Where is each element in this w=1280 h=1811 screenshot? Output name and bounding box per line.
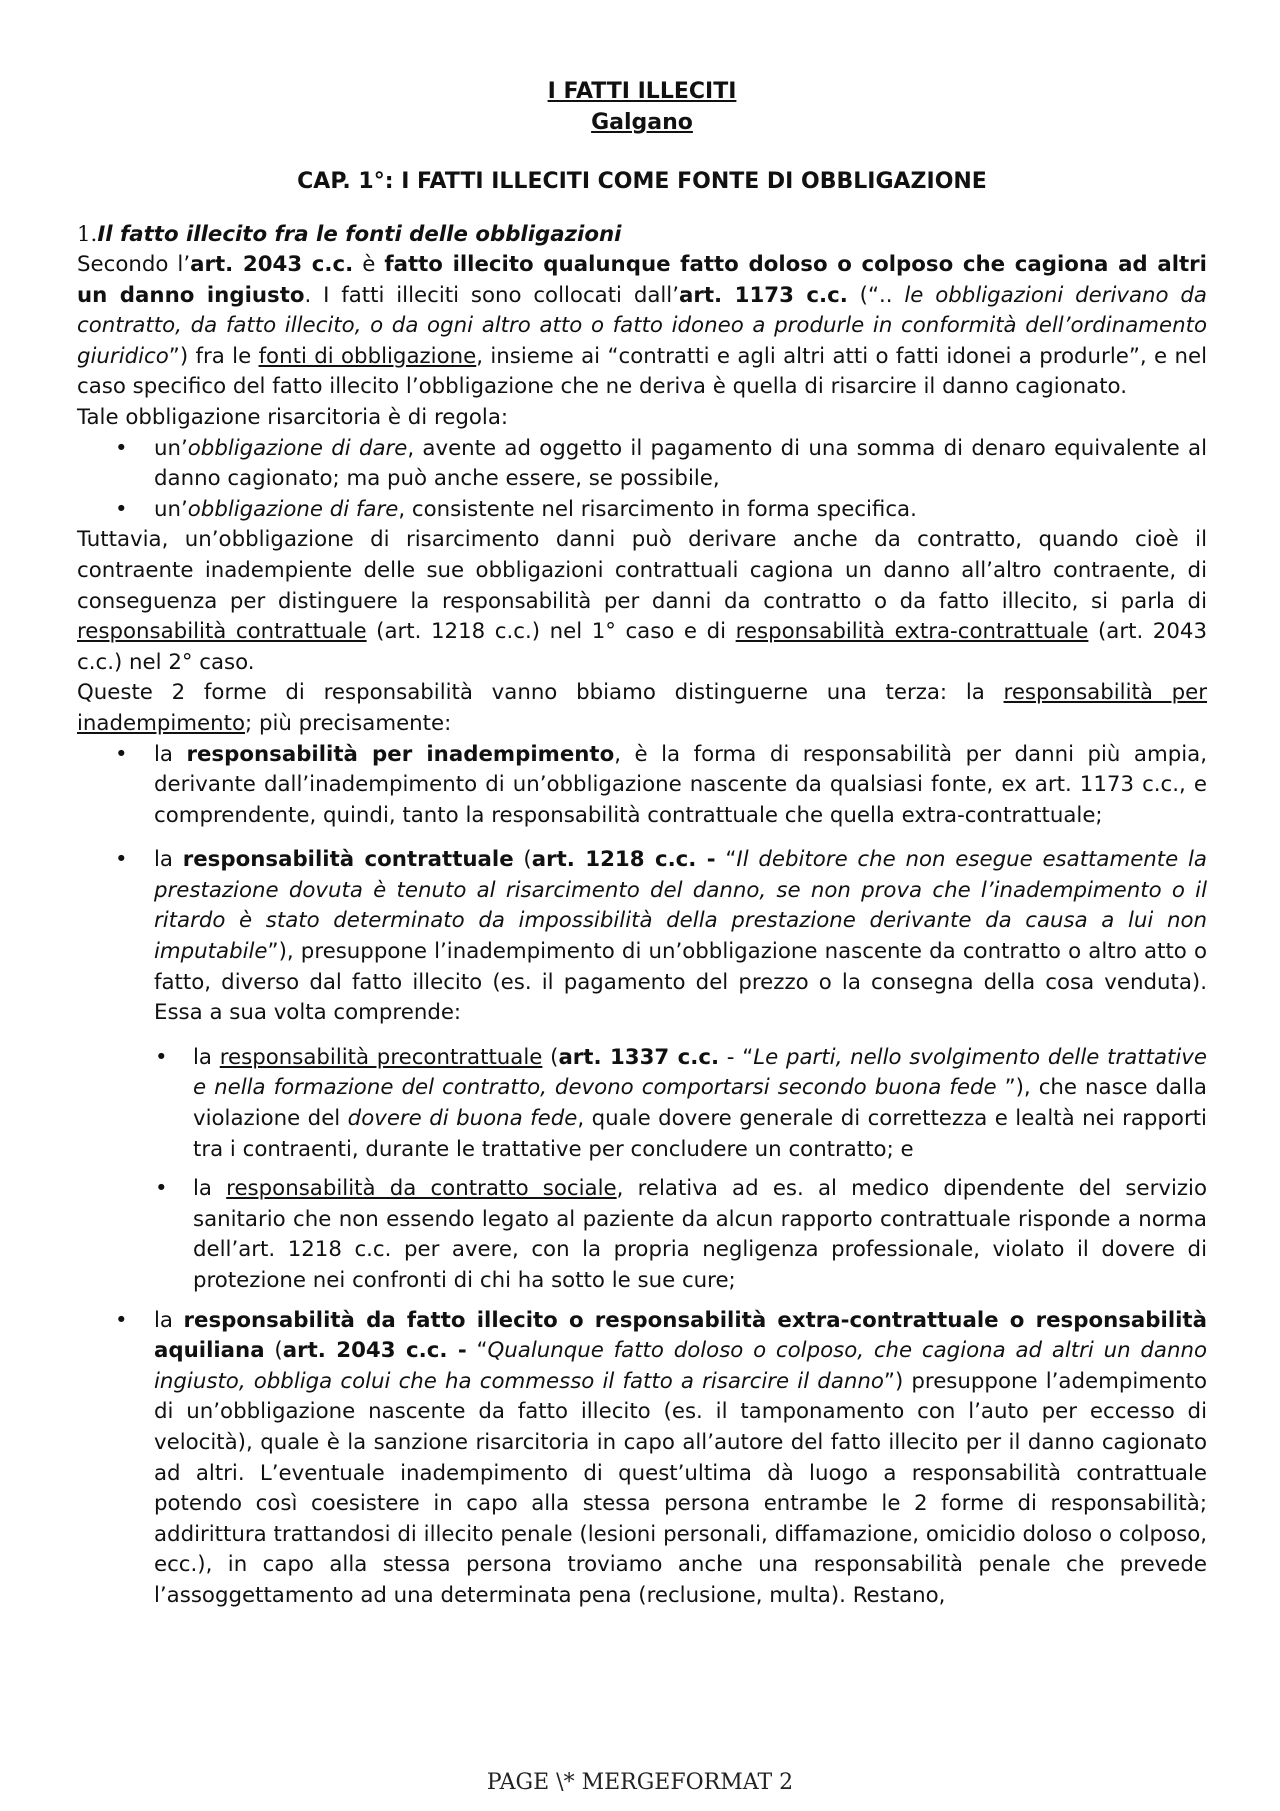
underlined-term: responsabilità contrattuale: [77, 619, 367, 645]
responsibility-list-continued: [77, 1306, 1207, 1612]
list-item: • un’obbligazione di dare, avente ad oggetto il pagamento di una somma di denaro equivalente al danno cagionato; ma può anche essere, se possibile,: [77, 434, 1207, 495]
sub-responsibility-list: [77, 1043, 1207, 1297]
list-item: • un’obbligazione di fare, consistente nel risarcimento in forma specifica.: [77, 495, 1207, 526]
underlined-term: responsabilità extra-contrattuale: [735, 619, 1089, 645]
underlined-term: fonti di obbligazione: [258, 343, 477, 369]
paragraph-rule: Tale obbligazione risarcitoria è di regola:: [77, 404, 509, 430]
underlined-term: responsabilità da contratto sociale: [226, 1176, 617, 1202]
paragraph-distinction: Tuttavia, un’obbligazione di risarcimento danni può derivare anche da contratto, quando cioè il contraente inadempiente delle sue obbligazioni contrattuali cagiona un danno all’altro contraente, di conseguenza per distinguere la responsabilità per danni da contratto o da fatto illecito, si parla di responsabilità contrattuale (art. 1218 c.c.) nel 1° caso e di responsabilità extra-contrattuale (art. 2043 c.c.) nel 2° caso.: [77, 527, 1207, 675]
list-item-precontrattuale: • la responsabilità precontrattuale (art. 1337 c.c. - “Le parti, nello svolgimento delle trattative e nella formazione del contratto, devono comportarsi secondo buona fede ”), che nasce dalla violazione del dovere di buona fede, quale dovere generale di correttezza e lealtà nei rapporti tra i contraenti, durante le trattative per concludere un contratto; e: [77, 1043, 1207, 1165]
underlined-term: responsabilità precontrattuale: [219, 1044, 543, 1070]
document-title: I FATTI ILLECITI: [547, 79, 737, 104]
chapter-heading: CAP. 1°: I FATTI ILLECITI COME FONTE DI OBBLIGAZIONE: [297, 169, 987, 194]
document-author: Galgano: [591, 110, 693, 135]
underlined-term: responsabilità per inadempimento: [77, 680, 1208, 736]
list-item-aquiliana: • la responsabilità da fatto illecito o responsabilità extra-contrattuale o responsabilità aquiliana (art. 2043 c.c. - “Qualunque fatto doloso o colposo, che cagiona ad altri un danno ingiusto, obbliga colui che ha commesso il fatto a risarcire il danno”) presuppone l’adempimento di un’obbligazione nascente da fatto illecito (es. il tamponamento con l’auto per eccesso di velocità), quale è la sanzione risarcitoria in capo all’autore del fatto illecito per il danno cagionato ad altri. L’eventuale inadempimento di quest’ultima dà luogo a responsabilità contrattuale potendo così coesistere in capo alla stessa persona entrambe le 2 forme di responsabilità; addirittura trattandosi di illecito penale (lesioni personali, diffamazione, omicidio doloso o colposo, ecc.), in capo alla stessa persona troviamo anche una responsabilità penale che prevede l’assoggettamento ad una determinata pena (reclusione, multa). Restano,: [77, 1306, 1207, 1612]
page-footer: PAGE \* MERGEFORMAT 2: [486, 1770, 794, 1795]
responsibility-list: [77, 740, 1207, 1029]
list-item-inadempimento: • la responsabilità per inadempimento, è la forma di responsabilità per danni più ampia, derivante dall’inadempimento di un’obbligazione nascente da qualsiasi fonte, ex art. 1173 c.c., e comprendente, quindi, tanto la responsabilità contrattuale che quella extra-contrattuale;: [77, 740, 1207, 832]
section-heading: [77, 220, 1207, 250]
section-number: 1.: [77, 222, 98, 247]
section-title: Il fatto illecito fra le fonti delle obbligazioni: [97, 222, 622, 247]
list-item-contrattuale: • la responsabilità contrattuale (art. 1218 c.c. - “Il debitore che non esegue esattamente la prestazione dovuta è tenuto al risarcimento del danno, se non prova che l’inadempimento o il ritardo è stato determinato da impossibilità della prestazione derivante da causa a lui non imputabile”), presuppone l’inadempimento di un’obbligazione nascente da contratto o altro atto o fatto, diverso dal fatto illecito (es. il pagamento del prezzo o la consegna della cosa venduta). Essa a sua volta comprende:: [77, 845, 1207, 1029]
obligation-list: [77, 434, 1207, 526]
document-page: [77, 76, 1207, 1612]
paragraph-third-form: Queste 2 forme di responsabilità vanno bbiamo distinguerne una terza: la responsabilità per inadempimento; più precisamente:: [77, 680, 1208, 736]
list-item-contratto-sociale: • la responsabilità da contratto sociale, relativa ad es. al medico dipendente del servizio sanitario che non essendo legato al paziente da alcun rapporto contrattuale risponde a norma dell’art. 1218 c.c. per avere, con la propria negligenza professionale, violato il dovere di protezione nei confronti di chi ha sotto le sue cure;: [77, 1174, 1207, 1296]
paragraph-definition: Secondo l’art. 2043 c.c. è fatto illecito qualunque fatto doloso o colposo che cagiona ad altri un danno ingiusto. I fatti illeciti sono collocati dall’art. 1173 c.c. (“.. le obbligazioni derivano da contratto, da fatto illecito, o da ogni altro atto o fatto idoneo a produrle in conformità dell’ordinamento giuridico”) fra le fonti di obbligazione, insieme ai “contratti e agli altri atti o fatti idonei a produrle”, e nel caso specifico del fatto illecito l’obbligazione che ne deriva è quella di risarcire il danno cagionato.: [77, 252, 1207, 400]
